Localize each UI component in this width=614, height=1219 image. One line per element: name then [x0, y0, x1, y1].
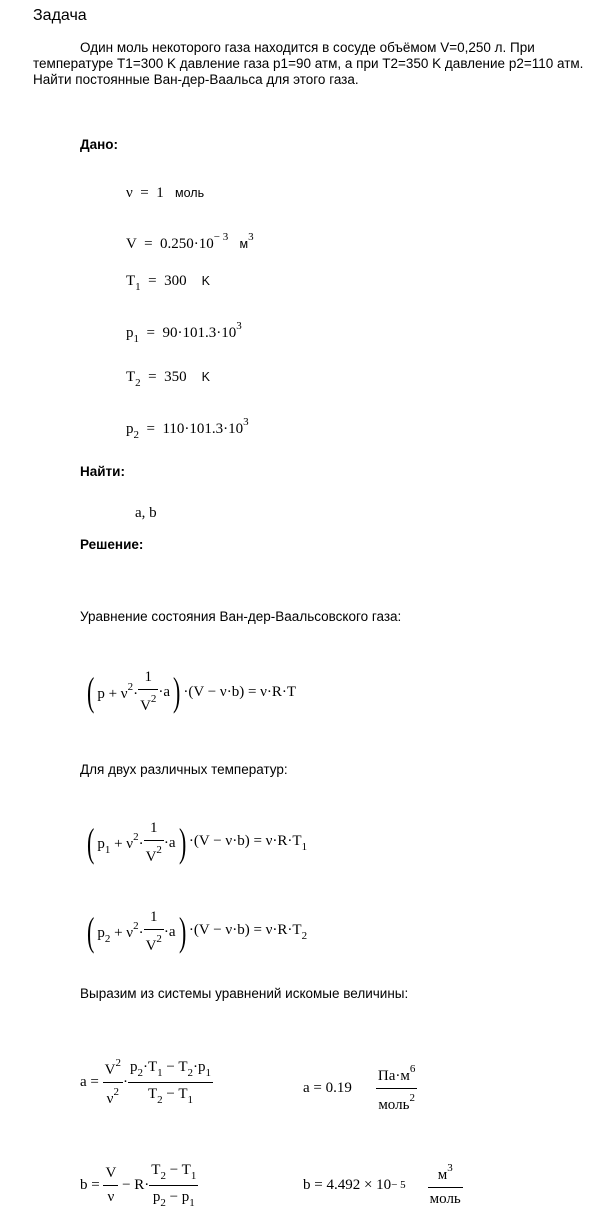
p2-value: 110·101.3·10: [162, 421, 244, 437]
result-b-lhs: b: [303, 1176, 311, 1193]
vdw-equation-t2: ( $p_2 + \nu^2\cdot$ $\frac{1}{V^2}$ ·a ) $\cdot(V - \nu\cdot b) = \nu\cdot R\cdot T_2$: [86, 909, 308, 954]
given-nu: ν = 1 моль: [126, 185, 205, 201]
task-statement-text: Один моль некоторого газа находится в сосуде объёмом V=0,250 л. При температуре T1=300 K давление газа p1=90 атм, а при T2=350 K давление p2=110 атм. Найти постоянные Ван-дер-Ваальса для этого газа.: [33, 40, 584, 87]
given-p1: $p_1 = 90\cdot 101.3\cdot 10^3$: [126, 320, 242, 345]
volume-value: 0.250·10: [160, 236, 214, 252]
t2-symbol: T: [126, 369, 136, 385]
result-a-unit-den: моль: [378, 1096, 410, 1113]
given-t2: $T_2 = 350$ K: [126, 369, 210, 389]
given-p2: $p_2 = 110\cdot 101.3\cdot 10^3$: [126, 416, 249, 441]
find-heading: Найти:: [80, 464, 125, 479]
task-statement: [33, 40, 593, 88]
solution-heading: Решение:: [80, 537, 144, 552]
p2-subscript: 2: [133, 429, 139, 441]
result-a-lhs: a: [303, 1079, 310, 1096]
given-volume: $V = 0.250\cdot 10^{- 3}$ $м^3$: [126, 231, 254, 252]
p2-symbol: p: [126, 421, 134, 437]
t2-unit: K: [201, 370, 210, 384]
find-vars: a, b: [135, 505, 157, 521]
result-b-value: 4.492 × 10: [326, 1176, 392, 1193]
task-title: Задача: [33, 7, 87, 24]
vdw-equation-t1: ( $p_1 + \nu^2\cdot$ $\frac{1}{V^2}$ ·a ) $\cdot(V - \nu\cdot b) = \nu\cdot R\cdot T_1$: [86, 820, 308, 865]
nu-value: 1: [156, 185, 164, 201]
p1-symbol: p: [126, 325, 134, 341]
p2-exponent: 3: [243, 416, 249, 428]
result-a-unit: [376, 1063, 417, 1114]
result-b-exponent: − 5: [391, 1179, 406, 1191]
result-a-value: 0.19: [325, 1079, 352, 1096]
nu-unit: моль: [175, 186, 205, 200]
formula-a: a = $\frac{V^2}{\nu^2}$ · $\frac{p_2\cdot T_1 - T_2\cdot p_1}{T_2 - T_1}$: [80, 1056, 211, 1107]
t1-symbol: T: [126, 273, 136, 289]
result-b-unit: [428, 1162, 463, 1208]
result-a-unit-den-exp: 2: [409, 1091, 415, 1104]
p1-exponent: 3: [236, 320, 242, 332]
given-heading: Дано:: [80, 137, 119, 152]
result-b-unit-num: м: [437, 1167, 448, 1183]
volume-symbol: V: [126, 236, 137, 252]
p1-subscript: 1: [133, 333, 139, 345]
t1-unit: K: [201, 274, 210, 288]
result-a-unit-num-exp: 6: [409, 1062, 416, 1075]
given-t1: $T_1 = 300$ K: [126, 273, 210, 293]
volume-exponent: − 3: [213, 231, 229, 243]
volume-unit-exponent: 3: [248, 231, 254, 243]
t2-value: 350: [164, 369, 187, 385]
result-b-unit-num-exp: 3: [447, 1162, 453, 1174]
t1-value: 300: [164, 273, 187, 289]
solution-text-express: Выразим из системы уравнений искомые величины:: [80, 986, 409, 1001]
volume-unit: м: [239, 237, 249, 251]
t1-subscript: 1: [135, 281, 141, 293]
formula-b: b = $\frac{V}{\nu}$ − R· $\frac{T_2 - T_1}{p_2 - p_1}$: [80, 1161, 197, 1209]
nu-symbol: ν: [126, 185, 133, 201]
result-a-unit-num: Па·м: [377, 1067, 410, 1084]
solution-text-two-temps: Для двух различных температур:: [80, 762, 288, 777]
t2-subscript: 2: [135, 377, 141, 389]
result-a: a = 0.19 $\frac{Па\cdot м^6}{моль^2}$: [303, 1062, 416, 1113]
vdw-equation: ( $p + \nu^2\cdot$ $\frac{1}{V^2}$ ·a ) ·(V − ν·b) = ν·R·T: [86, 669, 297, 714]
solution-text-vdw: Уравнение состояния Ван-дер-Ваальсовского газа:: [80, 609, 402, 624]
result-b: b = 4.492 × 10 − 5 $\frac{м^3}{\text{моль}}$: [303, 1162, 461, 1207]
p1-value: 90·101.3·10: [162, 325, 237, 341]
result-b-unit-den: моль: [429, 1191, 461, 1207]
